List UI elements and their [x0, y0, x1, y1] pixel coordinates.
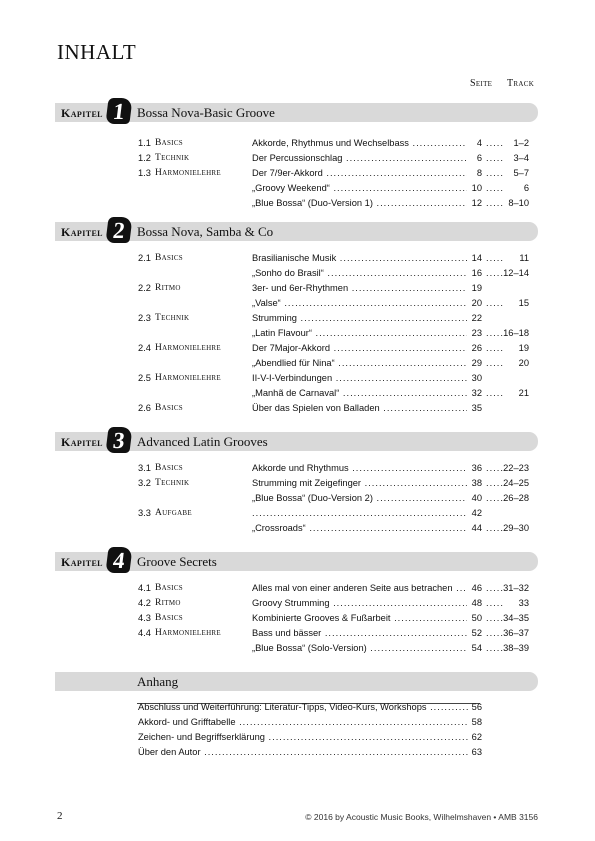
- page-number: 50: [471, 613, 482, 623]
- section-title: „Blue Bossa“ (Duo-Version 2) .....: [252, 491, 467, 506]
- leader-dots: .....: [486, 198, 504, 208]
- section-title: „Crossroads“ .....: [252, 521, 467, 536]
- section-title: Über das Spielen von Balladen .....: [252, 401, 467, 416]
- section-title: „Blue Bossa“ (Solo-Version) .....: [252, 641, 467, 656]
- column-header-track: Track: [507, 78, 535, 89]
- section-title: Über den Autor .....: [138, 745, 468, 760]
- leader-dots: .....: [486, 183, 504, 193]
- chapter-header-4: [55, 548, 538, 573]
- track-number: 21: [518, 388, 529, 398]
- section-category: Harmonielehre: [155, 373, 221, 383]
- leader-dots: .....: [486, 153, 504, 163]
- leader-dots: .....: [486, 343, 504, 353]
- section-title: Alles mal von einer anderen Seite aus betrachen .....: [252, 581, 467, 596]
- page-number: 36: [471, 463, 482, 473]
- track-number: 12–14: [503, 268, 529, 278]
- chapter-number-badge: 1: [105, 98, 132, 124]
- chapter-number-badge: 4: [105, 547, 132, 573]
- page-number: 10: [471, 183, 482, 193]
- leader-dots: .....: [486, 493, 504, 503]
- leader-dots: .....: [486, 478, 504, 488]
- section-category: Harmonielehre: [155, 343, 221, 353]
- leader-dots: .....: [486, 463, 504, 473]
- leader-dots: .....: [486, 523, 504, 533]
- section-number: 4.4: [138, 628, 151, 638]
- section-category: Basics: [155, 253, 183, 263]
- section-title: 3er- und 6er-Rhythmen .....: [252, 281, 467, 296]
- leader-dots: .....: [486, 328, 504, 338]
- toc-row: [0, 326, 595, 341]
- page-number: 32: [471, 388, 482, 398]
- section-title: Akkorde, Rhythmus und Wechselbass .....: [252, 136, 467, 151]
- section-category: Ritmo: [155, 598, 181, 608]
- leader-dots: .....: [486, 253, 504, 263]
- toc-row: [0, 715, 595, 730]
- column-header-seite: Seite: [470, 78, 493, 89]
- section-title: „Groovy Weekend“ .....: [252, 181, 467, 196]
- section-number: 1.3: [138, 168, 151, 178]
- page-number: 16: [471, 268, 482, 278]
- page-number: 44: [471, 523, 482, 533]
- page-number: 48: [471, 598, 482, 608]
- page-number: 12: [471, 198, 482, 208]
- track-number: 5–7: [513, 168, 529, 178]
- toc-row: [0, 491, 595, 506]
- footer-copyright: © 2016 by Acoustic Music Books, Wilhelmshaven • AMB 3156: [305, 812, 538, 822]
- toc-row: [0, 281, 595, 296]
- toc-row: [0, 745, 595, 760]
- section-number: 3.1: [138, 463, 151, 473]
- section-number: 1.1: [138, 138, 151, 148]
- toc-row: [0, 626, 595, 641]
- anhang-header: [55, 672, 538, 691]
- track-number: 34–35: [503, 613, 529, 623]
- leader-dots: .....: [486, 598, 504, 608]
- section-category: Technik: [155, 478, 190, 488]
- section-category: Technik: [155, 313, 190, 323]
- track-number: 19: [518, 343, 529, 353]
- chapter-label: Kapitel: [61, 225, 103, 239]
- page-title: INHALT: [57, 40, 137, 64]
- section-title: II-V-I-Verbindungen .....: [252, 371, 467, 386]
- toc-row: [0, 401, 595, 416]
- page-number: 52: [471, 628, 482, 638]
- leader-dots: .....: [486, 138, 504, 148]
- chapter-3-entries: [0, 461, 595, 536]
- section-title: Der Percussionschlag .....: [252, 151, 467, 166]
- page-number: 29: [471, 358, 482, 368]
- section-title: „Valse“ .....: [252, 296, 467, 311]
- chapter-4-entries: [0, 581, 595, 656]
- toc-row: [0, 476, 595, 491]
- page-number: 54: [471, 643, 482, 653]
- toc-row: [0, 311, 595, 326]
- toc-row: [0, 596, 595, 611]
- page-number: 30: [471, 373, 482, 383]
- page-number: 58: [471, 717, 482, 727]
- page-number: 56: [471, 702, 482, 712]
- toc-row: [0, 730, 595, 745]
- section-category: Basics: [155, 463, 183, 473]
- section-number: 4.1: [138, 583, 151, 593]
- section-title: Der 7/9er-Akkord .....: [252, 166, 467, 181]
- section-number: 1.2: [138, 153, 151, 163]
- track-number: 6: [523, 183, 529, 193]
- chapter-number-badge: 3: [105, 427, 132, 453]
- track-number: 1–2: [513, 138, 529, 148]
- section-number: 3.2: [138, 478, 151, 488]
- section-category: Technik: [155, 153, 190, 163]
- page-number: 20: [471, 298, 482, 308]
- toc-row: [0, 181, 595, 196]
- chapter-header-3: [55, 428, 538, 453]
- section-category: Harmonielehre: [155, 628, 221, 638]
- toc-row: [0, 151, 595, 166]
- toc-row: [0, 356, 595, 371]
- toc-row: [0, 196, 595, 211]
- section-number: 4.3: [138, 613, 151, 623]
- track-number: 8–10: [508, 198, 529, 208]
- leader-dots: .....: [486, 168, 504, 178]
- page-number: 4: [476, 138, 482, 148]
- page-number: 46: [471, 583, 482, 593]
- section-number: 2.6: [138, 403, 151, 413]
- section-title: „Blue Bossa“ (Duo-Version 1) .....: [252, 196, 467, 211]
- chapter-label: Kapitel: [61, 106, 103, 120]
- chapter-header-1: [55, 99, 538, 124]
- toc-row: [0, 581, 595, 596]
- track-number: 24–25: [503, 478, 529, 488]
- section-number: 4.2: [138, 598, 151, 608]
- section-title: „Latin Flavour“ .....: [252, 326, 467, 341]
- track-number: 15: [518, 298, 529, 308]
- toc-row: [0, 506, 595, 521]
- anhang-entries: [0, 700, 595, 760]
- page-number: 19: [471, 283, 482, 293]
- section-number: 2.1: [138, 253, 151, 263]
- toc-row: [0, 700, 595, 715]
- section-title: Zeichen- und Begriffserklärung .....: [138, 730, 468, 745]
- chapter-title: Bossa Nova, Samba & Co: [137, 224, 274, 239]
- leader-dots: .....: [486, 643, 504, 653]
- leader-dots: .....: [486, 388, 504, 398]
- toc-row: [0, 371, 595, 386]
- section-title: „Abendlied für Nina“ .....: [252, 356, 467, 371]
- page-number: 38: [471, 478, 482, 488]
- toc-row: [0, 166, 595, 181]
- chapter-2-entries: [0, 251, 595, 416]
- section-category: Ritmo: [155, 283, 181, 293]
- track-number: 33: [518, 598, 529, 608]
- leader-dots: .....: [486, 358, 504, 368]
- section-title: Kombinierte Grooves & Fußarbeit .....: [252, 611, 467, 626]
- chapter-title: Groove Secrets: [137, 554, 217, 569]
- section-title: Der 7Major-Akkord .....: [252, 341, 467, 356]
- section-title: „Sonho do Brasil“ .....: [252, 266, 467, 281]
- page-number: 63: [471, 747, 482, 757]
- track-number: 31–32: [503, 583, 529, 593]
- toc-row: [0, 296, 595, 311]
- toc-row: [0, 341, 595, 356]
- footer-page-number: 2: [57, 810, 63, 822]
- page-number: 6: [476, 153, 482, 163]
- chapter-number-badge: 2: [105, 217, 132, 243]
- section-title: Groovy Strumming .....: [252, 596, 467, 611]
- chapter-header-2: [55, 218, 538, 243]
- section-number: 2.2: [138, 283, 151, 293]
- leader-dots: .....: [486, 628, 504, 638]
- section-title: [252, 506, 467, 521]
- page-number: 40: [471, 493, 482, 503]
- section-title: Strumming mit Zeigefinger .....: [252, 476, 467, 491]
- track-number: 22–23: [503, 463, 529, 473]
- leader-dots: .....: [486, 583, 504, 593]
- page-number: 42: [471, 508, 482, 518]
- toc-row: [0, 461, 595, 476]
- toc-row: [0, 386, 595, 401]
- track-number: 29–30: [503, 523, 529, 533]
- leader-dots: .....: [486, 298, 504, 308]
- section-number: 2.3: [138, 313, 151, 323]
- leader-dots: .....: [486, 268, 504, 278]
- track-number: 16–18: [503, 328, 529, 338]
- track-number: 36–37: [503, 628, 529, 638]
- toc-row: [0, 611, 595, 626]
- section-number: 3.3: [138, 508, 151, 518]
- section-category: Harmonielehre: [155, 168, 221, 178]
- track-number: 3–4: [513, 153, 529, 163]
- section-title: Akkord- und Grifftabelle .....: [138, 715, 468, 730]
- section-title: Strumming .....: [252, 311, 467, 326]
- page-number: 35: [471, 403, 482, 413]
- chapter-label: Kapitel: [61, 555, 103, 569]
- page-number: 14: [471, 253, 482, 263]
- toc-row: [0, 641, 595, 656]
- section-title: Bass und bässer .....: [252, 626, 467, 641]
- page-number: 8: [476, 168, 482, 178]
- section-title: Brasilianische Musik .....: [252, 251, 467, 266]
- section-category: Basics: [155, 138, 183, 148]
- track-number: 20: [518, 358, 529, 368]
- chapter-label: Kapitel: [61, 435, 103, 449]
- section-category: Basics: [155, 613, 183, 623]
- chapter-1-entries: [0, 136, 595, 211]
- section-title: Akkorde und Rhythmus .....: [252, 461, 467, 476]
- section-category: Basics: [155, 583, 183, 593]
- section-category: Basics: [155, 403, 183, 413]
- track-number: 11: [519, 253, 529, 263]
- toc-row: [0, 521, 595, 536]
- leader-dots: .....: [486, 613, 504, 623]
- section-category: Aufgabe: [155, 508, 192, 518]
- track-number: 26–28: [503, 493, 529, 503]
- track-number: 38–39: [503, 643, 529, 653]
- page-number: 26: [471, 343, 482, 353]
- page-number: 22: [471, 313, 482, 323]
- chapter-title: Bossa Nova-Basic Groove: [137, 105, 275, 120]
- section-number: 2.4: [138, 343, 151, 353]
- toc-row: [0, 251, 595, 266]
- page-number: 62: [471, 732, 482, 742]
- section-number: 2.5: [138, 373, 151, 383]
- toc-row: [0, 136, 595, 151]
- page-number: 23: [471, 328, 482, 338]
- toc-row: [0, 266, 595, 281]
- section-title: Abschluss und Weiterführung: Literatur-Tipps, Video-Kurs, Workshops .....: [138, 700, 468, 715]
- anhang-title: Anhang: [137, 674, 179, 689]
- section-title: „Manhã de Carnaval“ .....: [252, 386, 467, 401]
- chapter-title: Advanced Latin Grooves: [137, 434, 268, 449]
